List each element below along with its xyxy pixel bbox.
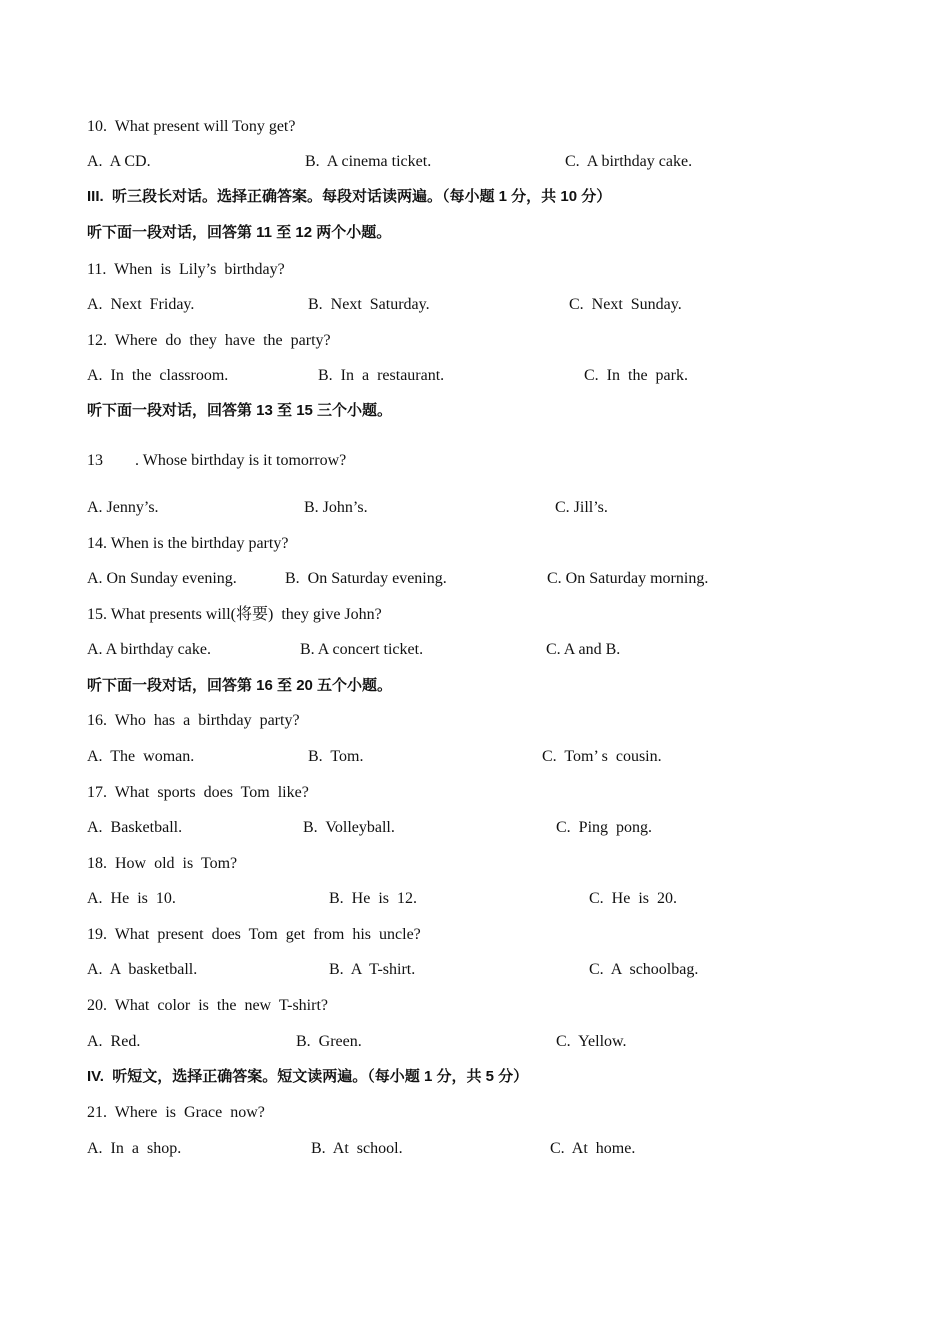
question-20-stem: 20. What color is the new T-shirt? bbox=[87, 997, 328, 1014]
question-12-option-a: A. In the classroom. bbox=[87, 367, 229, 384]
question-15-option-c: C. A and B. bbox=[546, 641, 621, 658]
question-10-options bbox=[0, 152, 950, 172]
question-12-options bbox=[0, 366, 950, 386]
question-13-number: 13 bbox=[87, 452, 103, 469]
question-11-option-b: B. Next Saturday. bbox=[308, 296, 430, 313]
question-14-option-b: B. On Saturday evening. bbox=[285, 570, 447, 587]
question-13-option-c: C. Jill’s. bbox=[555, 499, 608, 516]
question-20-options bbox=[0, 1032, 950, 1052]
question-21-stem: 21. Where is Grace now? bbox=[87, 1104, 265, 1121]
question-17-option-a: A. Basketball. bbox=[87, 819, 183, 836]
question-14-option-c: C. On Saturday morning. bbox=[547, 570, 709, 587]
question-14-option-a: A. On Sunday evening. bbox=[87, 570, 237, 587]
question-17-options bbox=[0, 818, 950, 838]
question-17-option-c: C. Ping pong. bbox=[556, 819, 653, 836]
question-21-option-a: A. In a shop. bbox=[87, 1140, 182, 1157]
question-21-option-c: C. At home. bbox=[550, 1140, 636, 1157]
question-10-option-b: B. A cinema ticket. bbox=[305, 153, 432, 170]
question-15-option-b: B. A concert ticket. bbox=[300, 641, 424, 658]
question-19-option-c: C. A schoolbag. bbox=[589, 961, 699, 978]
question-16-options bbox=[0, 747, 950, 767]
dialogue-intro-2: 听下面一段对话，回答第 13 至 15 三个小题。 bbox=[87, 402, 393, 419]
question-20-option-a: A. Red. bbox=[87, 1033, 141, 1050]
question-11-option-c: C. Next Sunday. bbox=[569, 296, 682, 313]
question-11-options bbox=[0, 295, 950, 315]
question-21-option-b: B. At school. bbox=[311, 1140, 403, 1157]
question-16-option-b: B. Tom. bbox=[308, 748, 364, 765]
question-12-stem: 12. Where do they have the party? bbox=[87, 332, 331, 349]
question-13-option-a: A. Jenny’s. bbox=[87, 499, 159, 516]
question-18-option-b: B. He is 12. bbox=[329, 890, 417, 907]
question-16-option-a: A. The woman. bbox=[87, 748, 195, 765]
question-16-stem: 16. Who has a birthday party? bbox=[87, 712, 300, 729]
question-15-option-a: A. A birthday cake. bbox=[87, 641, 211, 658]
section-iv-heading: IV. 听短文，选择正确答案。短文读两遍。（每小题 1 分，共 5 分） bbox=[87, 1068, 529, 1085]
question-13-stem: . Whose birthday is it tomorrow? bbox=[135, 452, 347, 469]
question-11-stem: 11. When is Lily’s birthday? bbox=[87, 261, 285, 278]
question-10-option-a: A. A CD. bbox=[87, 153, 151, 170]
question-10-stem: 10. What present will Tony get? bbox=[87, 118, 296, 135]
question-17-option-b: B. Volleyball. bbox=[303, 819, 395, 836]
section-iii-heading: III. 听三段长对话。选择正确答案。每段对话读两遍。（每小题 1 分，共 10 分） bbox=[87, 188, 612, 205]
question-12-option-c: C. In the park. bbox=[584, 367, 688, 384]
question-19-options bbox=[0, 960, 950, 980]
question-19-option-a: A. A basketball. bbox=[87, 961, 198, 978]
question-18-stem: 18. How old is Tom? bbox=[87, 855, 238, 872]
question-16-option-c: C. Tom’ s cousin. bbox=[542, 748, 662, 765]
question-14-stem: 14. When is the birthday party? bbox=[87, 535, 289, 552]
question-10-option-c: C. A birthday cake. bbox=[565, 153, 693, 170]
dialogue-intro-3: 听下面一段对话，回答第 16 至 20 五个小题。 bbox=[87, 677, 393, 694]
question-11-option-a: A. Next Friday. bbox=[87, 296, 195, 313]
question-12-option-b: B. In a restaurant. bbox=[318, 367, 445, 384]
question-13-options bbox=[0, 498, 950, 518]
question-18-option-a: A. He is 10. bbox=[87, 890, 176, 907]
question-19-option-b: B. A T-shirt. bbox=[329, 961, 416, 978]
question-17-stem: 17. What sports does Tom like? bbox=[87, 784, 309, 801]
question-20-option-c: C. Yellow. bbox=[556, 1033, 627, 1050]
question-18-option-c: C. He is 20. bbox=[589, 890, 677, 907]
dialogue-intro-1: 听下面一段对话，回答第 11 至 12 两个小题。 bbox=[87, 224, 392, 241]
question-19-stem: 19. What present does Tom get from his uncle? bbox=[87, 926, 421, 943]
question-13-option-b: B. John’s. bbox=[304, 499, 368, 516]
question-15-stem: 15. What presents will(将要) they give John? bbox=[87, 606, 382, 623]
question-21-options bbox=[0, 1139, 950, 1159]
question-18-options bbox=[0, 889, 950, 909]
question-14-options bbox=[0, 569, 950, 589]
question-15-options bbox=[0, 640, 950, 660]
question-20-option-b: B. Green. bbox=[296, 1033, 362, 1050]
